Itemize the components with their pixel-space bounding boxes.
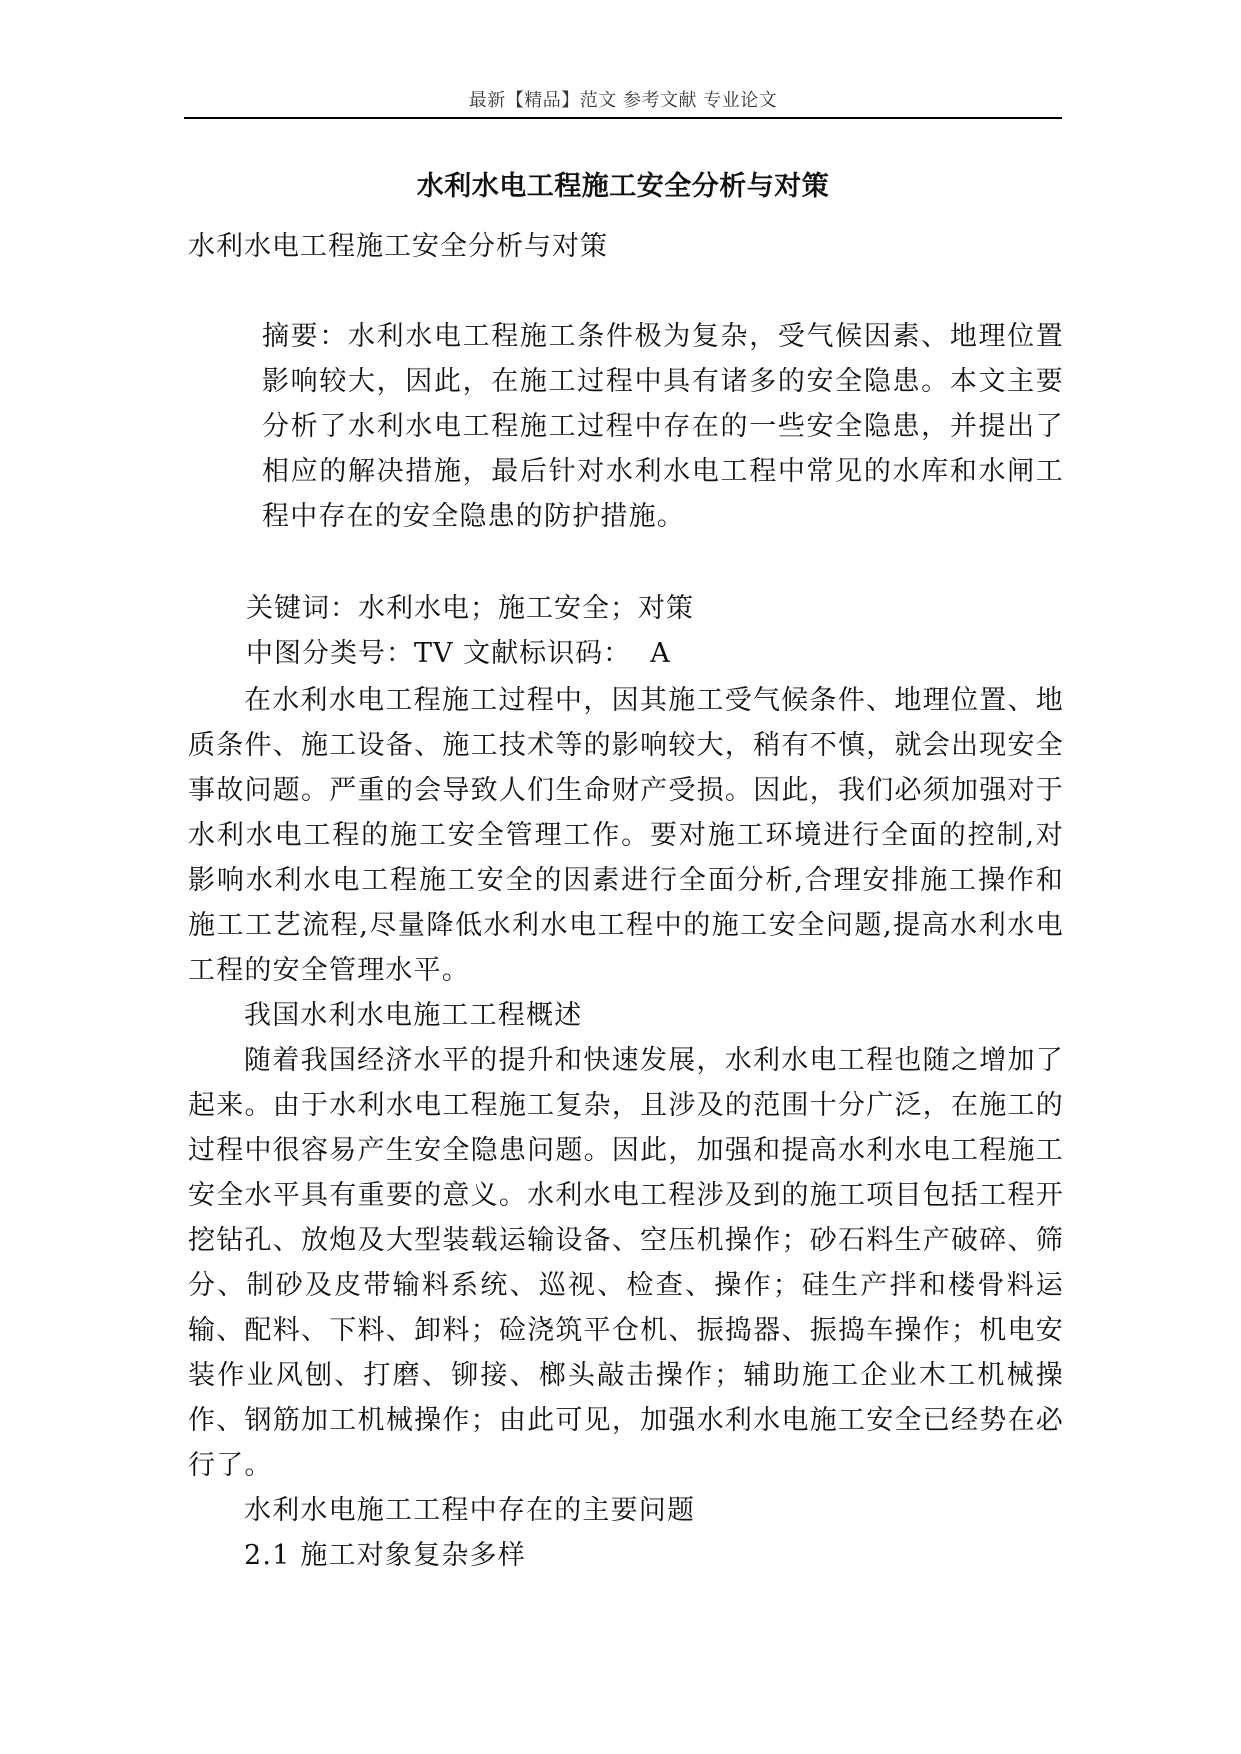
abstract-text: 摘要：水利水电工程施工条件极为复杂，受气候因素、地理位置影响较大，因此，在施工过程中具有诸多的安全隐患。本文主要分析了水利水电工程施工过程中存在的一些安全隐患，并提出了相应的解决措施，最后针对水利水电工程中常见的水库和水闸工程中存在的安全隐患的防护措施。 (262, 321, 1064, 532)
document-title: 水利水电工程施工安全分析与对策 (416, 171, 830, 202)
body-text (188, 678, 1064, 1578)
page-header: 最新【精品】范文 参考文献 专业论文 (468, 90, 778, 111)
section-heading-overview: 我国水利水电施工工程概述 (244, 1000, 583, 1031)
overview-paragraph: 随着我国经济水平的提升和快速发展，水利水电工程也随之增加了起来。由于水利水电工程施工复杂，且涉及的范围十分广泛，在施工的过程中很容易产生安全隐患问题。因此，加强和提高水利水电工程施工安全水平具有重要的意义。水利水电工程涉及到的施工项目包括工程开挖钻孔、放炮及大型装载运输设备、空压机操作；砂石料生产破碎、筛分、制砂及皮带输料系统、巡视、检查、操作；硅生产拌和楼骨料运输、配料、下料、卸料；硷浇筑平仓机、振捣器、振捣车操作；机电安装作业风刨、打磨、铆接、榔头敲击操作；辅助施工企业木工机械操作、钢筋加工机械操作；由此可见，加强水利水电施工安全已经势在必行了。 (188, 1045, 1064, 1481)
classification-line: 中图分类号：TV 文献标识码： A (246, 638, 671, 669)
section-heading-problems: 水利水电施工工程中存在的主要问题 (244, 1495, 696, 1526)
keywords-line: 关键词：水利水电；施工安全；对策 (246, 593, 694, 624)
document-subtitle: 水利水电工程施工安全分析与对策 (188, 231, 608, 262)
subsection-heading-2-1: 2.1 施工对象复杂多样 (244, 1540, 526, 1571)
abstract-block (188, 314, 1064, 539)
header-divider (184, 117, 1062, 119)
intro-paragraph: 在水利水电工程施工过程中，因其施工受气候条件、地理位置、地质条件、施工设备、施工技术等的影响较大，稍有不慎，就会出现安全事故问题。严重的会导致人们生命财产受损。因此，我们必须加强对于水利水电工程的施工安全管理工作。要对施工环境进行全面的控制,对影响水利水电工程施工安全的因素进行全面分析,合理安排施工操作和施工工艺流程,尽量降低水利水电工程中的施工安全问题,提高水利水电工程的安全管理水平。 (188, 685, 1064, 986)
